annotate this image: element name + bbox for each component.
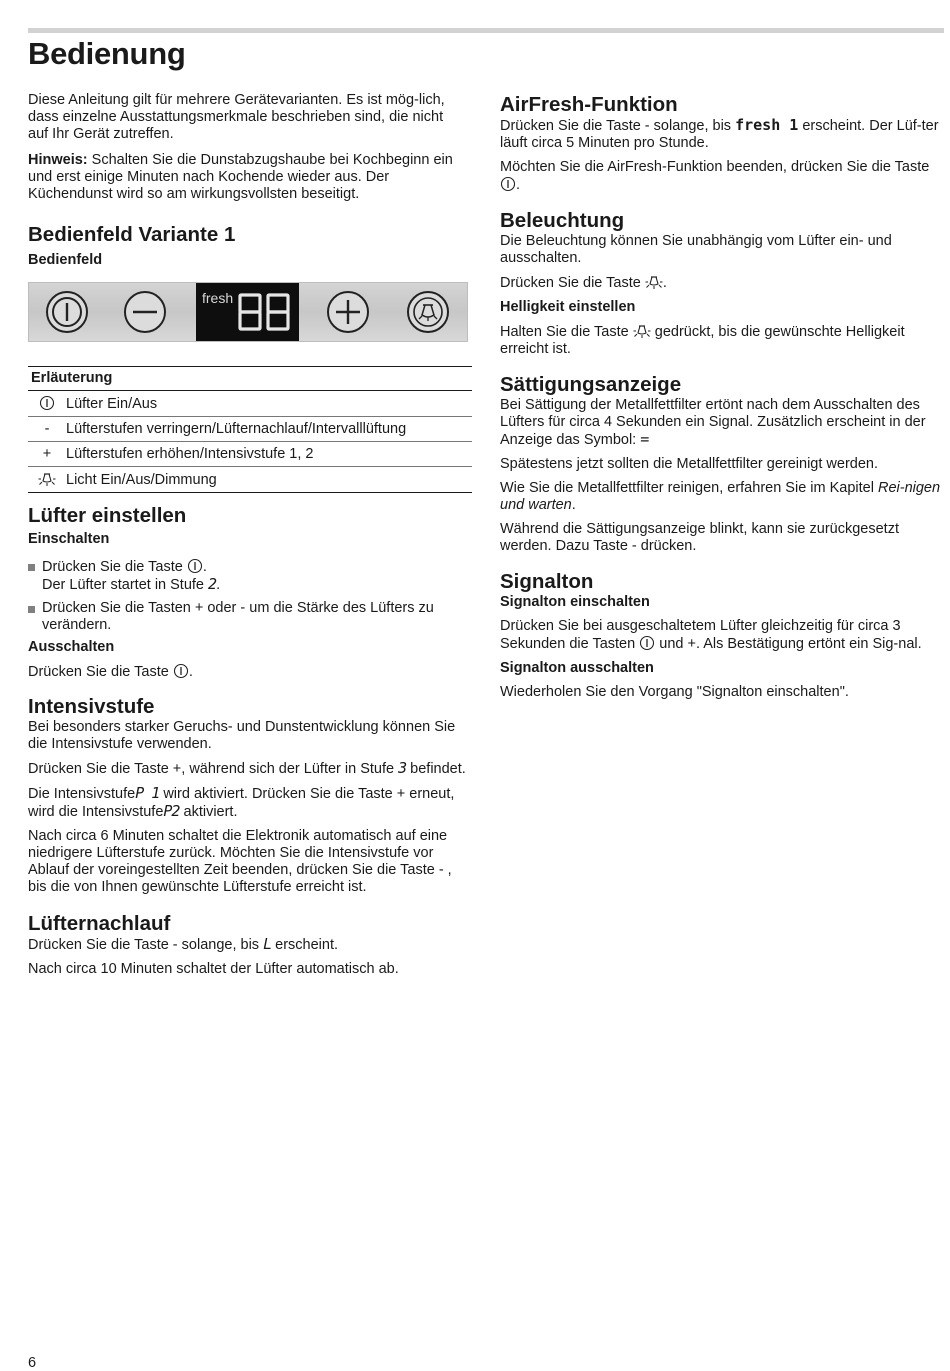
airfresh-heading: AirFresh-Funktion [500,93,678,116]
legend-text: Licht Ein/Aus/Dimmung [66,467,472,493]
airfresh-p2 [500,159,942,194]
power-button[interactable] [45,290,89,334]
saettigung-p4: Während die Sättigungsanzeige blinkt, kann sie zurückgesetzt werden. Dazu Taste - drücken. [500,521,899,554]
legend-table [28,366,472,493]
signalton-aus-subheading: Signalton ausschalten [500,660,654,676]
legend-text: Lüfterstufen verringern/Lüfternachlauf/Intervalllüftung [66,417,472,442]
chapter-reference: Rei-nigen und warten [500,480,941,513]
text: Drücken Sie die Taste [28,664,169,680]
bullet-text: Der Lüfter startet in Stufe [42,577,204,593]
text: . [188,664,193,680]
signalton-ein-subheading: Signalton einschalten [500,594,650,610]
legend-symbol: - [28,417,66,442]
signalton-p2: Wiederholen Sie den Vorgang "Signalton einschalten". [500,684,849,700]
note-paragraph [28,152,468,203]
bullet-text: . [202,559,207,575]
nachlauf-p1 [28,936,473,954]
right-column [500,93,942,708]
text: Drücken Sie die Taste [500,275,641,291]
intensiv-p4: Nach circa 6 Minuten schaltet die Elektronik automatisch auf eine niedrigere Lüfterstufe zurück. Möchten Sie die Intensivstufe vor Ablauf der voreingestellten Zeit beenden, drücken Sie die Taste - , bis die von Ihnen gewünschte Lüfterstufe erreicht ist. [28,828,452,895]
beleuchtung-p1: Die Beleuchtung können Sie unabhängig vom Lüfter ein- und ausschalten. [500,233,892,266]
beleuchtung-heading: Beleuchtung [500,209,625,232]
variant-heading: Bedienfeld Variante 1 [28,223,236,246]
power-icon [45,290,89,334]
segment-glyph: 2 [208,575,217,593]
bullet-text: . [216,577,221,593]
minus-button[interactable] [123,290,167,334]
light-icon [645,274,663,290]
text: gedrückt, bis die gewünschte Helligkeit erreicht ist. [500,324,905,357]
text: Halten Sie die Taste [500,324,629,340]
light-icon [38,471,56,487]
plus-button[interactable] [326,290,370,334]
fan-display [196,283,299,341]
minus-icon [123,290,167,334]
text: Drücken Sie die Taste - solange, bis [500,118,732,134]
text: Drücken Sie die Taste - solange, bis [28,937,260,953]
helligkeit-subheading: Helligkeit einstellen [500,299,636,315]
text: erscheint. [275,937,339,953]
legend-row [28,417,472,442]
note-text: Schalten Sie die Dunstabzugshaube bei Kochbeginn ein und erst einige Minuten nach Kochende wieder aus. Der Küchendunst wird so am wirkungsvollsten beseitigt. [28,152,453,202]
nachlauf-p2: Nach circa 10 Minuten schaltet der Lüfter automatisch ab. [28,961,399,977]
text: Möchten Sie die AirFresh-Funktion beenden, drücken Sie die Taste [500,159,930,175]
legend-symbol [28,391,66,417]
legend-row [28,467,472,493]
power-icon [187,558,203,574]
airfresh-p1 [500,117,942,152]
legend-row [28,391,472,417]
display-fresh-label: fresh [202,290,234,306]
page-title: Bedienung [28,36,186,71]
panel-subheading: Bedienfeld [28,252,103,268]
list-item: Drücken Sie die Tasten + oder - um die Stärke des Lüfters zu verändern. [28,600,473,634]
list-item [28,558,473,594]
signalton-heading: Signalton [500,570,594,593]
light-icon [406,290,450,334]
text: . [571,497,576,513]
segment-glyph: P2 [163,802,180,820]
text: Die Intensivstufe [28,786,136,802]
power-icon [173,663,189,679]
text: . [662,275,667,291]
light-button[interactable] [406,290,450,334]
power-icon [39,395,55,411]
legend-header: Erläuterung [28,367,472,391]
text: aktiviert. [183,804,238,820]
nachlauf-heading: Lüfternachlauf [28,912,171,935]
intro-paragraph: Diese Anleitung gilt für mehrere Gerätevarianten. Es ist mög-lich, dass einzelne Ausstattungsmerkmale beschrieben sind, die nicht auf Ihr Gerät zutreffen. [28,92,445,142]
saettigung-heading: Sättigungsanzeige [500,373,682,396]
legend-text: Lüfter Ein/Aus [66,391,472,417]
intensiv-heading: Intensivstufe [28,695,155,718]
segment-glyph: 3 [398,759,407,777]
bullet-text: Drücken Sie die Taste [42,559,183,575]
legend-text: Lüfterstufen erhöhen/Intensivstufe 1, 2 [66,442,472,467]
power-icon [500,176,516,192]
segment-glyph: L [263,935,272,953]
beleuchtung-p3 [500,323,942,358]
intensiv-p3 [28,785,473,821]
text: erscheint. Der Lüf-ter läuft circa 5 Minuten pro Stunde. [500,118,939,151]
note-label: Hinweis: [28,152,88,168]
text: . [516,177,521,193]
text: Bei Sättigung der Metallfettfilter ertönt nach dem Ausschalten des Lüfters für circa 4 Sekunden ein Signal. Zusätzlich erscheint in der Anzeige das Symbol: [500,397,926,448]
page-number: 6 [28,1355,37,1371]
einschalten-subheading: Einschalten [28,531,110,547]
text: Drücken Sie die Taste +, während sich der Lüfter in Stufe [28,761,395,777]
plus-icon [326,290,370,334]
text: Wie Sie die Metallfettfilter reinigen, erfahren Sie im Kapitel [500,480,874,496]
saettigung-p2: Spätestens jetzt sollten die Metallfettfilter gereinigt werden. [500,456,879,472]
legend-row [28,442,472,467]
segment-glyph: = [640,430,649,448]
top-rule [28,28,944,33]
left-column [28,92,473,985]
legend-symbol: + [28,442,66,467]
text: wird aktiviert. Drücken Sie die Taste + erneut, wird die Intensivstufe [28,786,455,820]
segment-glyph: fresh 1 [735,116,799,134]
segment-glyph: P 1 [135,784,160,802]
text: und +. Als Bestätigung ertönt ein Sig-nal. [659,636,922,652]
saettigung-p3 [500,480,942,514]
luefter-heading: Lüfter einstellen [28,504,187,527]
beleuchtung-p2 [500,274,942,292]
light-icon [633,323,651,339]
display-digits [236,291,296,335]
text: Drücken Sie bei ausgeschaltetem Lüfter gleichzeitig für circa 3 Sekunden die Tasten [500,618,901,652]
control-panel [28,282,468,342]
intensiv-p1: Bei besonders starker Geruchs- und Dunstentwicklung können Sie die Intensivstufe verwenden. [28,719,456,752]
signalton-p1 [500,618,942,653]
ausschalten-text [28,663,473,681]
ausschalten-subheading: Ausschalten [28,639,115,655]
einschalten-list [28,558,473,634]
legend-symbol [28,467,66,493]
intensiv-p2 [28,760,473,778]
power-icon [639,635,655,651]
text: befindet. [410,761,466,777]
saettigung-p1 [500,397,942,449]
